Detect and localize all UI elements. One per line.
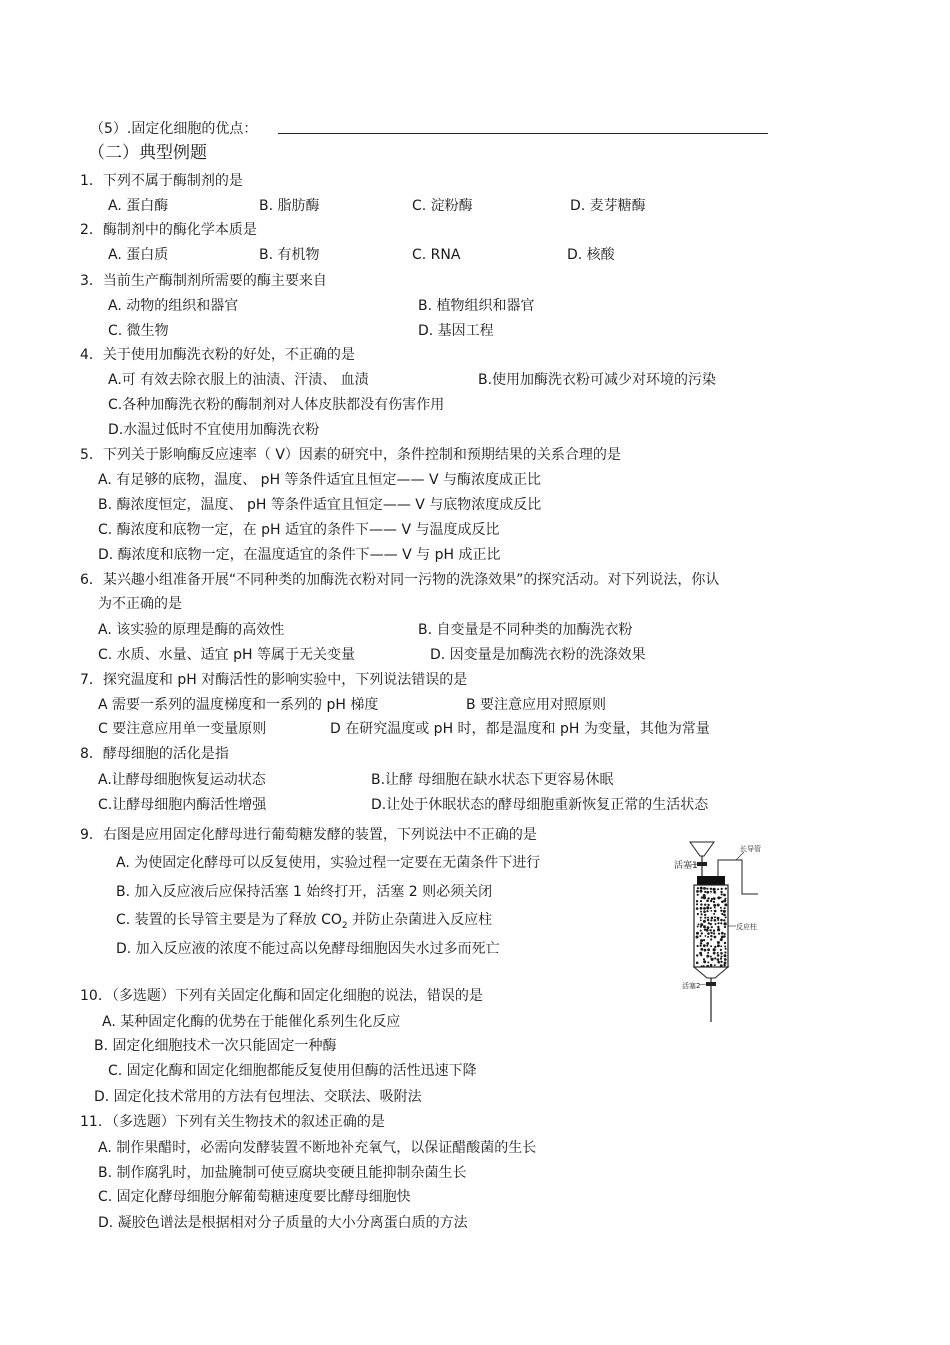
yeast-bead (710, 956, 712, 958)
yeast-bead (713, 932, 715, 934)
q3-option-c[interactable]: C. 微生物 (108, 323, 169, 339)
q1-option-d[interactable]: D. 麦芽糖酶 (570, 198, 646, 214)
yeast-bead (721, 888, 723, 890)
yeast-bead (721, 956, 723, 958)
yeast-bead (724, 933, 726, 935)
yeast-bead (720, 945, 722, 947)
yeast-bead (713, 952, 716, 955)
yeast-bead (710, 945, 712, 947)
yeast-bead (713, 948, 716, 951)
yeast-bead (708, 922, 710, 924)
yeast-bead (717, 919, 719, 921)
yeast-bead (699, 935, 701, 937)
yeast-bead (700, 887, 703, 890)
yeast-bead (707, 919, 709, 921)
yeast-bead (720, 961, 722, 963)
yeast-bead (696, 890, 699, 893)
yeast-bead (720, 922, 722, 924)
yeast-bead (707, 897, 709, 899)
yeast-bead (698, 923, 700, 925)
yeast-bead (717, 952, 719, 954)
yeast-bead (706, 891, 709, 894)
yeast-bead (697, 894, 699, 896)
yeast-bead (714, 910, 717, 913)
yeast-bead (707, 917, 709, 919)
q7-option-b[interactable]: B 要注意应用对照原则 (466, 697, 607, 713)
yeast-bead (724, 903, 727, 906)
q10-option-b[interactable]: B. 固定化细胞技术一次只能固定一种酶 (94, 1038, 337, 1054)
yeast-bead (720, 958, 722, 960)
q5-option-d[interactable]: D. 酶浓度和底物一定，在温度适宜的条件下—— V 与 pH 成正比 (98, 547, 501, 563)
yeast-bead (700, 900, 702, 902)
yeast-bead (717, 904, 720, 907)
label-valve1: 活塞1 (674, 861, 698, 871)
yeast-bead (710, 919, 712, 921)
yeast-bead (706, 945, 708, 947)
answer-blank-line[interactable] (278, 133, 768, 134)
q1-stem: 1．下列不属于酶制剂的是 (80, 173, 243, 189)
yeast-bead (700, 939, 703, 942)
q5-option-a[interactable]: A. 有足够的底物，温度、 pH 等条件适宜且恒定—— V 与酶浓度成正比 (98, 472, 542, 488)
yeast-bead (701, 913, 703, 915)
q7-option-c[interactable]: C 要注意应用单一变量原则 (98, 721, 267, 737)
q8-option-d[interactable]: D.让处于休眠状态的酵母细胞重新恢复正常的生活状态 (371, 797, 709, 813)
yeast-bead (703, 920, 706, 923)
yeast-bead (703, 896, 706, 899)
yeast-bead (706, 910, 708, 912)
yeast-bead (710, 907, 712, 909)
yeast-bead (710, 888, 712, 890)
yeast-bead (711, 898, 713, 900)
yeast-bead (713, 891, 716, 894)
yeast-bead (711, 910, 713, 912)
section5-label: （5）.固定化细胞的优点： (90, 121, 258, 137)
yeast-bead (724, 942, 726, 944)
yeast-bead (711, 926, 713, 928)
yeast-bead (704, 929, 706, 931)
yeast-bead (696, 936, 699, 939)
yeast-bead (721, 901, 724, 904)
yeast-bead (696, 954, 698, 956)
yeast-bead (696, 907, 699, 910)
yeast-bead (724, 958, 727, 961)
yeast-bead (704, 914, 706, 916)
yeast-bead (700, 942, 703, 945)
yeast-bead (724, 951, 726, 953)
yeast-bead (711, 958, 714, 961)
yeast-bead (706, 955, 709, 958)
q11-option-c[interactable]: C. 固定化酵母细胞分解葡萄糖速度要比酵母细胞快 (98, 1189, 411, 1205)
yeast-bead (710, 932, 712, 934)
q9-option-d[interactable]: D. 加入反应液的浓度不能过高以免酵母细胞因失水过多而死亡 (116, 941, 500, 957)
q10-option-c[interactable]: C. 固定化酶和固定化细胞都能反复使用但酶的活性迅速下降 (108, 1063, 477, 1079)
yeast-bead (713, 897, 716, 900)
q4-option-c[interactable]: C.各种加酶洗衣粉的酶制剂对人体皮肤都没有伤害作用 (108, 397, 445, 413)
yeast-bead (710, 900, 712, 902)
q6-option-b[interactable]: B. 自变量是不同种类的加酶洗衣粉 (418, 622, 633, 638)
yeast-bead (700, 911, 702, 913)
q9-option-c-pre: C. 装置的长导管主要是为了释放 CO (116, 912, 342, 928)
q11-option-d[interactable]: D. 凝胶色谱法是根据相对分子质量的大小分离蛋白质的方法 (98, 1215, 468, 1231)
q5-option-c[interactable]: C. 酶浓度和底物一定，在 pH 适宜的条件下—— V 与温度成反比 (98, 522, 500, 538)
yeast-bead (707, 948, 710, 951)
q7-stem: 7．探究温度和 pH 对酶活性的影响实验中，下列说法错误的是 (80, 672, 468, 688)
column-cap (697, 876, 725, 885)
q10-stem: 10．（多选题）下列有关固定化酶和固定化细胞的说法，错误的是 (80, 988, 483, 1004)
yeast-bead (723, 919, 725, 921)
q11-option-a[interactable]: A. 制作果醋时，必需向发酵装置不断地补充氧气，以保证醋酸菌的生长 (98, 1140, 537, 1156)
q9-stem: 9．右图是应用固定化酵母进行葡萄糖发酵的装置，下列说法中不正确的是 (80, 827, 537, 843)
q6-stem-line2: 为不正确的是 (98, 596, 182, 612)
yeast-bead (710, 891, 712, 893)
yeast-bead (701, 932, 703, 934)
q11-option-b[interactable]: B. 制作腐乳时，加盐腌制可使豆腐块变硬且能抑制杂菌生长 (98, 1165, 467, 1181)
yeast-bead (714, 957, 716, 959)
yeast-bead (723, 964, 725, 966)
yeast-bead (724, 926, 726, 928)
valve2-icon (706, 982, 716, 986)
q9-option-b[interactable]: B. 加入反应液后应保持活塞 1 始终打开，活塞 2 则必须关闭 (116, 884, 493, 900)
yeast-bead (697, 887, 699, 889)
yeast-bead (720, 910, 722, 912)
yeast-bead (705, 935, 707, 937)
section-title: （二）典型例题 (88, 143, 207, 163)
yeast-bead (703, 944, 706, 947)
q5-stem: 5．下列关于影响酶反应速率（ V）因素的研究中，条件控制和预期结果的关系合理的是 (80, 447, 621, 463)
label-reaction-column: 反应柱 (736, 923, 757, 931)
yeast-bead (706, 929, 709, 932)
yeast-bead (723, 899, 726, 902)
q6-stem-line1: 6．某兴趣小组准备开展“不同种类的加酶洗衣粉对同一污物的洗涤效果”的探究活动。对下列说法，你认 (80, 572, 720, 588)
yeast-bead (720, 897, 722, 899)
yeast-bead (713, 913, 715, 915)
yeast-bead (700, 930, 702, 932)
yeast-bead (704, 949, 707, 952)
q8-option-c[interactable]: C.让酵母细胞内酶活性增强 (98, 797, 267, 813)
yeast-bead (720, 891, 722, 893)
yeast-bead (700, 948, 703, 951)
yeast-bead (724, 922, 727, 925)
q8-stem: 8．酵母细胞的活化是指 (80, 746, 229, 762)
q1-option-b[interactable]: B. 脂肪酶 (259, 198, 320, 214)
yeast-bead (697, 945, 699, 947)
yeast-bead (703, 939, 705, 941)
yeast-bead (703, 887, 706, 890)
yeast-bead (710, 938, 712, 940)
q2-option-b[interactable]: B. 有机物 (259, 247, 320, 263)
q3-option-d[interactable]: D. 基因工程 (418, 323, 494, 339)
yeast-bead (720, 938, 723, 941)
q3-stem: 3．当前生产酶制剂所需要的酶主要来自 (80, 273, 327, 289)
yeast-bead (704, 891, 706, 893)
yeast-bead (697, 913, 699, 915)
reactor-figure (660, 838, 780, 1028)
q4-stem: 4．关于使用加酶洗衣粉的好处，不正确的是 (80, 347, 355, 363)
yeast-bead (717, 922, 719, 924)
yeast-bead (713, 930, 715, 932)
q1-option-a[interactable]: A. 蛋白酶 (108, 198, 169, 214)
yeast-bead (720, 907, 722, 909)
yeast-bead (714, 964, 716, 966)
yeast-bead (704, 917, 706, 919)
yeast-bead (714, 907, 716, 909)
yeast-bead (700, 917, 702, 919)
yeast-bead (706, 906, 709, 909)
yeast-bead (724, 907, 726, 909)
yeast-bead (703, 958, 705, 960)
yeast-bead (710, 923, 712, 925)
yeast-bead (700, 945, 702, 947)
yeast-bead (724, 946, 726, 948)
label-valve2: 活塞2 (682, 982, 701, 990)
yeast-bead (700, 890, 703, 893)
yeast-bead (720, 919, 723, 922)
q7-option-d[interactable]: D 在研究温度或 pH 时，都是温度和 pH 为变量，其他为常量 (330, 721, 710, 737)
yeast-bead (700, 919, 702, 921)
yeast-bead (706, 900, 709, 903)
yeast-bead (714, 916, 716, 918)
q4-option-a[interactable]: A.可 有效去除衣服上的油渍、汗渍、 血渍 (108, 372, 369, 388)
yeast-bead (707, 932, 710, 935)
q6-option-d[interactable]: D. 因变量是加酶洗衣粉的洗涤效果 (430, 647, 646, 663)
reaction-column-icon (694, 885, 728, 967)
yeast-bead (717, 961, 720, 964)
q2-option-d[interactable]: D. 核酸 (567, 247, 615, 263)
yeast-bead (713, 904, 716, 907)
yeast-bead (720, 952, 723, 955)
q9-option-a[interactable]: A. 为使固定化酵母可以反复使用，实验过程一定要在无菌条件下进行 (116, 855, 541, 871)
yeast-bead (715, 923, 717, 925)
q5-option-b[interactable]: B. 酶浓度恒定，温度、 pH 等条件适宜且恒定—— V 与底物浓度成反比 (98, 497, 542, 513)
q11-stem: 11．（多选题）下列有关生物技术的叙述正确的是 (80, 1114, 385, 1130)
yeast-bead (707, 936, 709, 938)
yeast-bead (725, 916, 727, 918)
q3-option-b[interactable]: B. 植物组织和器官 (418, 298, 535, 314)
yeast-bead (714, 919, 717, 922)
yeast-bead (710, 935, 712, 937)
yeast-bead (717, 958, 720, 961)
yeast-bead (721, 913, 723, 915)
funnel-icon (690, 842, 714, 856)
yeast-bead (717, 896, 720, 899)
q4-option-b[interactable]: B.使用加酶洗衣粉可减少对环境的污染 (478, 372, 717, 388)
yeast-bead (718, 933, 720, 935)
q9-option-c-sub: 2 (341, 920, 348, 931)
yeast-bead (710, 964, 713, 967)
yeast-bead (696, 903, 698, 905)
yeast-bead (706, 942, 709, 945)
yeast-bead (711, 917, 714, 920)
yeast-bead (696, 900, 698, 902)
q2-option-a[interactable]: A. 蛋白质 (108, 247, 169, 263)
q2-stem: 2．酶制剂中的酶化学本质是 (80, 222, 257, 238)
yeast-bead (703, 907, 706, 910)
yeast-bead (704, 904, 706, 906)
q8-option-b[interactable]: B.让酵 母细胞在缺水状态下更容易休眠 (371, 772, 614, 788)
yeast-bead (696, 932, 699, 935)
q7-option-a[interactable]: A 需要一系列的温度梯度和一系列的 pH 梯度 (98, 697, 379, 713)
yeast-bead (725, 888, 727, 890)
yeast-bead (723, 935, 726, 938)
yeast-bead (721, 893, 723, 895)
yeast-bead (707, 961, 709, 963)
yeast-bead (707, 904, 709, 906)
yeast-bead (717, 928, 720, 931)
yeast-bead (713, 901, 715, 903)
yeast-bead (724, 962, 727, 965)
yeast-bead (714, 946, 716, 948)
yeast-bead (703, 925, 706, 928)
q1-option-c[interactable]: C. 淀粉酶 (412, 198, 473, 214)
yeast-bead (720, 949, 722, 951)
q9-option-c[interactable] (116, 911, 492, 935)
yeast-bead (723, 914, 726, 917)
yeast-bead (700, 907, 703, 910)
yeast-bead (723, 894, 726, 897)
yeast-bead (703, 910, 706, 913)
yeast-bead (717, 954, 720, 957)
q3-option-a[interactable]: A. 动物的组织和器官 (108, 298, 239, 314)
yeast-bead (706, 888, 708, 890)
q10-option-a[interactable]: A. 某种固定化酶的优势在于能催化系列生化反应 (102, 1014, 401, 1030)
yeast-bead (713, 888, 716, 891)
q8-option-a[interactable]: A.让酵母细胞恢复运动状态 (98, 772, 266, 788)
valve1-icon (697, 862, 707, 866)
q6-option-a[interactable]: A. 该实验的原理是酶的高效性 (98, 622, 285, 638)
yeast-bead (724, 954, 727, 957)
yeast-bead (697, 926, 699, 928)
q6-option-c[interactable]: C. 水质、水量、适宜 pH 等属于无关变量 (98, 647, 355, 663)
yeast-bead (707, 926, 710, 929)
yeast-bead (717, 888, 719, 890)
yeast-bead (717, 917, 720, 920)
yeast-bead (700, 903, 702, 905)
yeast-bead (701, 896, 703, 898)
yeast-bead (723, 910, 726, 913)
yeast-bead (696, 962, 699, 965)
yeast-bead (717, 944, 720, 947)
yeast-bead (717, 941, 720, 944)
q9-option-c-post: 并防止杂菌进入反应柱 (347, 912, 493, 928)
q2-option-c[interactable]: C. RNA (412, 247, 461, 263)
yeast-bead (717, 926, 719, 928)
label-long-tube: 长导管 (740, 845, 761, 853)
yeast-bead (721, 932, 724, 935)
yeast-bead (707, 952, 709, 954)
yeast-bead (725, 948, 727, 950)
q10-option-d[interactable]: D. 固定化技术常用的方法有包埋法、交联法、吸附法 (94, 1089, 422, 1105)
yeast-bead (714, 936, 717, 939)
yeast-bead (709, 929, 711, 931)
yeast-bead (703, 960, 706, 963)
yeast-bead (700, 954, 702, 956)
yeast-bead (700, 926, 702, 928)
q4-option-d[interactable]: D.水温过低时不宜使用加酶洗衣粉 (108, 422, 320, 438)
